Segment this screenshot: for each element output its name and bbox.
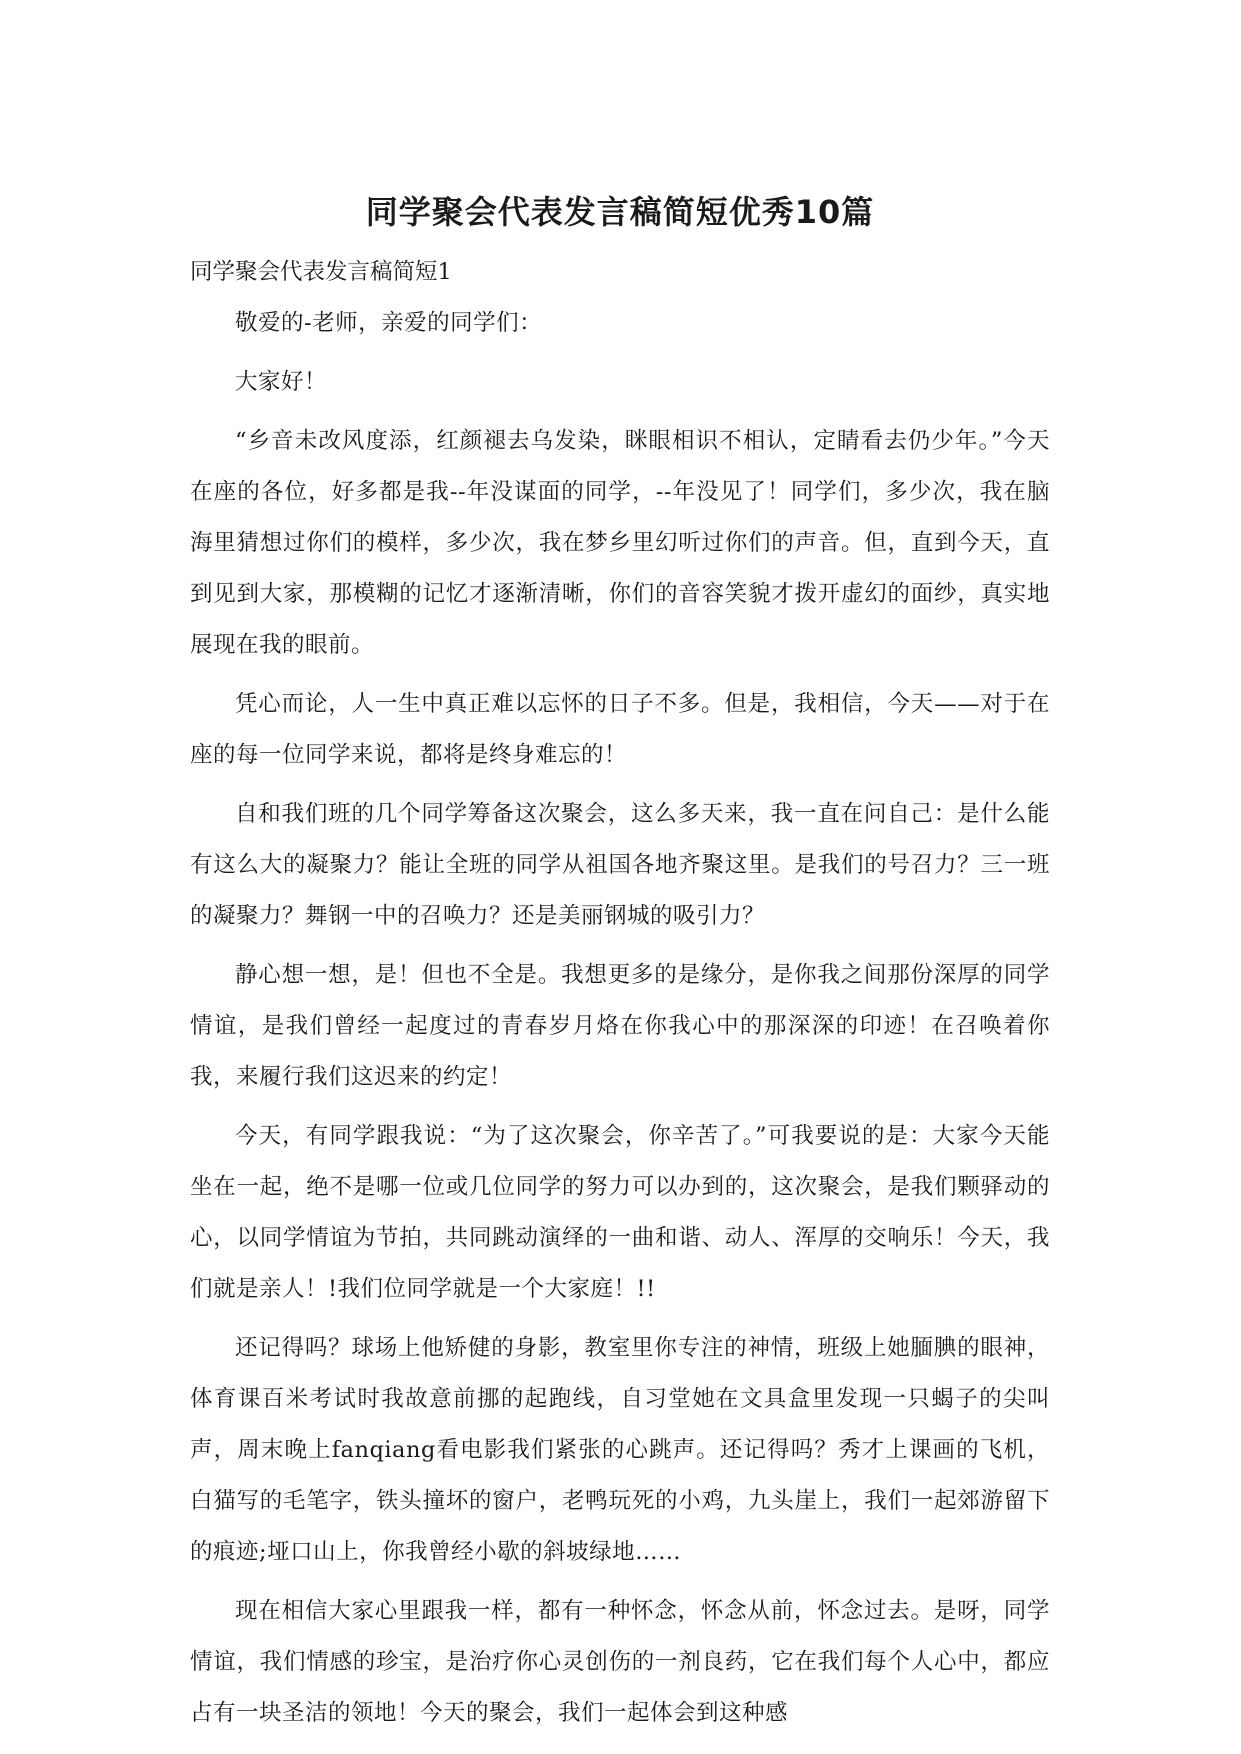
paragraph-salutation: 敬爱的-老师，亲爱的同学们：: [235, 310, 543, 336]
paragraph-greeting: 大家好！: [235, 369, 328, 395]
paragraph: 还记得吗？球场上他矫健的身影，教室里你专注的神情，班级上她腼腆的眼神，体育课百米考试时我故意前挪的起跑线，自习堂她在文具盒里发现一只蝎子的尖叫声，周末晚上fanqiang看电影我们紧张的心跳声。还记得吗？秀才上课画的飞机，白猫写的毛笔字，铁头撞坏的窗户，老鸭玩死的小鸡，九头崖上，我们一起郊游留下的痕迹;垭口山上，你我曾经小歇的斜坡绿地……: [190, 1335, 1050, 1565]
document-title: 同学聚会代表发言稿简短优秀10篇: [365, 193, 875, 231]
section-heading: 同学聚会代表发言稿简短1: [190, 259, 452, 285]
paragraph: 今天，有同学跟我说：“为了这次聚会，你辛苦了。”可我要说的是：大家今天能坐在一起，绝不是哪一位或几位同学的努力可以办到的，这次聚会，是我们颗驿动的心，以同学情谊为节拍，共同跳动演绎的一曲和谐、动人、浑厚的交响乐！今天，我们就是亲人！!我们位同学就是一个大家庭！!!: [190, 1123, 1050, 1302]
paragraph: 凭心而论，人一生中真正难以忘怀的日子不多。但是，我相信，今天——对于在座的每一位同学来说，都将是终身难忘的！: [190, 691, 1050, 768]
paragraph: 现在相信大家心里跟我一样，都有一种怀念，怀念从前，怀念过去。是呀，同学情谊，我们情感的珍宝，是治疗你心灵创伤的一剂良药，它在我们每个人心中，都应占有一块圣洁的领地！今天的聚会，我们一起体会到这种感: [190, 1598, 1050, 1726]
paragraph: “乡音未改风度添，红颜褪去乌发染，眯眼相识不相认，定睛看去仍少年。”今天在座的各位，好多都是我--年没谋面的同学，--年没见了！同学们，多少次，我在脑海里猜想过你们的模样，多少次，我在梦乡里幻听过你们的声音。但，直到今天，直到见到大家，那模糊的记忆才逐渐清晰，你们的音容笑貌才拨开虚幻的面纱，真实地展现在我的眼前。: [190, 428, 1050, 658]
document-page: [190, 190, 1050, 1739]
paragraph: 静心想一想，是！但也不全是。我想更多的是缘分，是你我之间那份深厚的同学情谊，是我们曾经一起度过的青春岁月烙在你我心中的那深深的印迹！在召唤着你我，来履行我们这迟来的约定！: [190, 962, 1050, 1090]
paragraph: 自和我们班的几个同学筹备这次聚会，这么多天来，我一直在问自己：是什么能有这么大的凝聚力？能让全班的同学从祖国各地齐聚这里。是我们的号召力？三一班的凝聚力？舞钢一中的召唤力？还是美丽钢城的吸引力？: [190, 801, 1050, 929]
